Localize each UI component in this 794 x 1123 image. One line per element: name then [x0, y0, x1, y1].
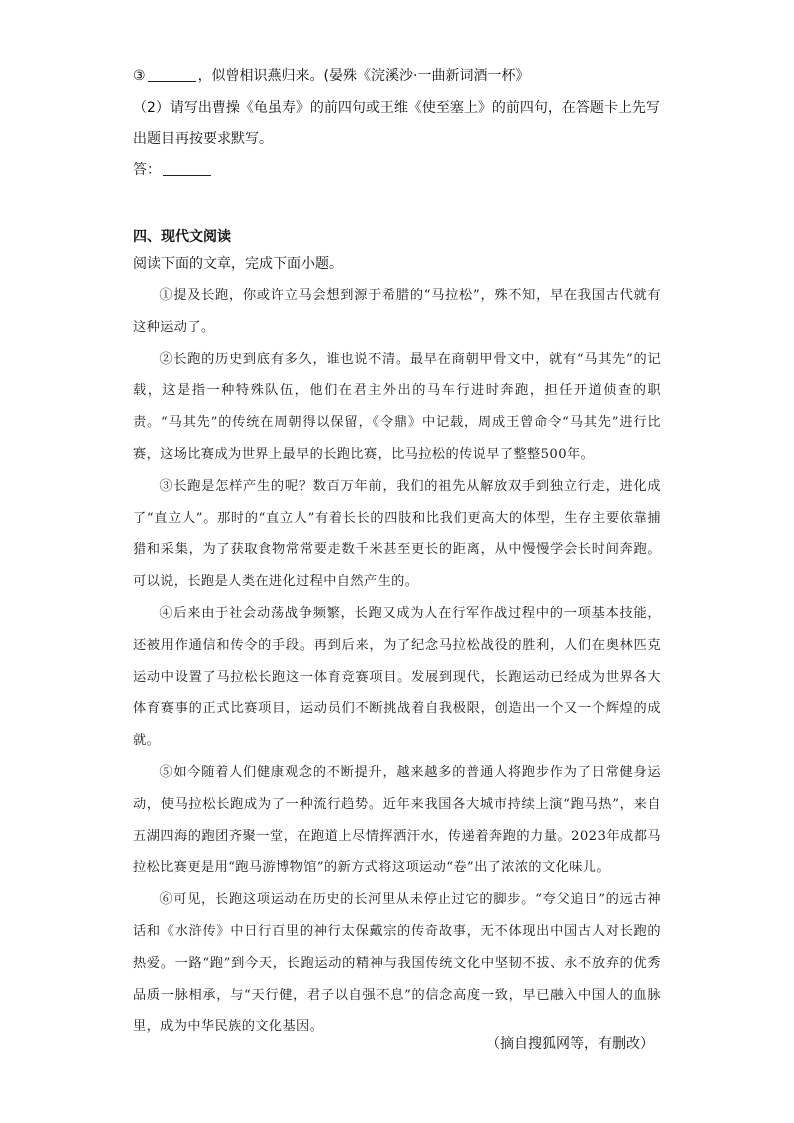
item-marker: ③	[133, 68, 146, 84]
answer-line	[133, 160, 213, 180]
question-2-line-2: 出题目再按要求默写。	[133, 131, 273, 147]
section-title: 四、现代文阅读	[133, 229, 231, 245]
article-paragraph-5: ⑤如今随着人们健康观念的不断提升，越来越多的普通人将跑步作为了日常健身运动，使马拉松长跑成为了一种流行趋势。近年来我国各大城市持续上演“跑马热”，来自五湖四海的跑团齐聚一堂，在跑道上尽情挥洒汗水，传递着奔跑的力量。2023年成都马拉松比赛更是用“跑马游博物馆”的新方式将这项运动“卷”出了浓浓的文化味儿。	[133, 764, 661, 876]
poem-item-3	[133, 66, 529, 86]
article-paragraph-2: ②长跑的历史到底有多久，谁也说不清。最早在商朝甲骨文中，就有“马其先”的记载，这是指一种特殊队伍，他们在君主外出的马车行进时奔跑，担任开道侦查的职责。“马其先”的传统在周朝得以保留，《令鼎》中记载，周成王曾命令“马其先”进行比赛，这场比赛成为世界上最早的长跑比赛，比马拉松的传说早了整整500年。	[133, 351, 661, 462]
fill-in-blank	[148, 67, 196, 82]
answer-label: 答：	[133, 162, 161, 178]
article-body	[133, 280, 661, 1043]
section-instruction: 阅读下面的文章，完成下面小题。	[133, 256, 343, 272]
source-note: （摘自搜狐网等，有删改）	[486, 1036, 654, 1052]
article-paragraph-6: ⑥可见，长跑这项运动在历史的长河里从未停止过它的脚步。“夸父追日”的远古神话和《水浒传》中日行百里的神行太保戴宗的传奇故事，无不体现出中国古人对长跑的热爱。一路“跑”到今天，长跑运动的精神与我国传统文化中坚韧不拔、永不放弃的优秀品质一脉相承，与“天行健，君子以自强不息”的信念高度一致，早已融入中国人的血脉里，成为中华民族的文化基因。	[133, 892, 661, 1035]
answer-blank	[163, 161, 211, 176]
article-paragraph-4: ④后来由于社会动荡战争频繁，长跑又成为人在行军作战过程中的一项基本技能，还被用作通信和传令的手段。再到后来，为了纪念马拉松战役的胜利，人们在奥林匹克运动中设置了马拉松长跑这一体育竞赛项目。发展到现代，长跑运动已经成为世界各大体育赛事的正式比赛项目，运动员们不断挑战着自我极限，创造出一个又一个辉煌的成就。	[133, 605, 661, 749]
poem-item-text: ，似曾相识燕归来。(晏殊《浣溪沙·一曲新词酒一杯》	[197, 68, 530, 84]
article-paragraph-3: ③长跑是怎样产生的呢？数百万年前，我们的祖先从解放双手到独立行走，进化成了“直立人”。那时的“直立人”有着长长的四肢和比我们更高大的体型，生存主要依靠捕猎和采集，为了获取食物常常要走数千米甚至更长的距离，从中慢慢学会长时间奔跑。可以说，长跑是人类在进化过程中自然产生的。	[133, 478, 661, 590]
question-2-line-1: （2）请写出曹操《龟虽寿》的前四句或王维《使至塞上》的前四句，在答题卡上先写	[133, 100, 660, 116]
article-paragraph-1: ①提及长跑，你或许立马会想到源于希腊的“马拉松”，殊不知，早在我国古代就有这种运动了。	[133, 288, 661, 335]
